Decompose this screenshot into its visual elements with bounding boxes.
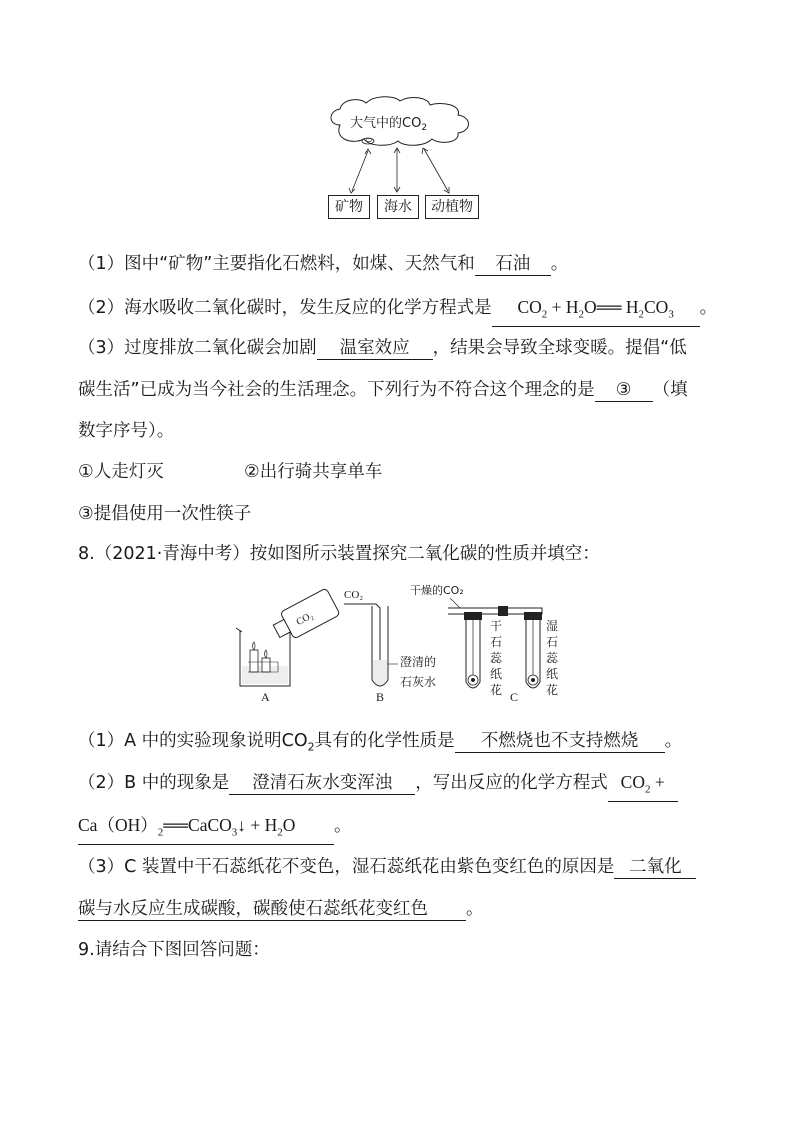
q7-p2-answer: $CO_2$ + $H_2O══$ $H_2CO_3$ [492, 296, 700, 327]
q7-p3-answer2: ③ [595, 379, 653, 402]
label-dry-co2: 干燥的CO₂ [410, 584, 464, 597]
q8-part3-line1: （3）C 装置中干石蕊纸花不变色，湿石蕊纸花由紫色变红色的原因是 二氧化 [78, 855, 696, 879]
limewater-label-2: 石灰水 [400, 675, 437, 689]
q8-p2-equation-part2: $Ca(OH)_2══CaCO_3↓ + H_2O$ [78, 814, 334, 845]
q7-p1-answer: 石油 [475, 253, 551, 276]
q7-p3-answer1: 温室效应 [317, 337, 433, 360]
wet-flower-3: 蕊 [546, 651, 559, 665]
q8-p2-answer: 澄清石灰水变浑浊 [229, 772, 415, 795]
label-a: A [261, 690, 270, 704]
bottle-co2-label: CO₂ [294, 610, 316, 629]
q7-part3-line3: 数字序号）。 [78, 421, 175, 441]
q7-part3-line1: （3）过度排放二氧化碳会加剧 温室效应 ，结果会导致全球变暖。提倡“低 [78, 338, 687, 358]
dry-flower-2: 石 [490, 635, 503, 649]
apparatus-a [236, 588, 340, 704]
q9-stem: 9.请结合下图回答问题： [78, 940, 270, 960]
q8-part1: （1）A 中的实验现象说明$CO_2$具有的化学性质是 不燃烧也不支持燃烧 。 [78, 731, 683, 754]
label-b: B [376, 690, 385, 704]
wet-flower-4: 纸 [546, 667, 559, 681]
q7-option1: ①人走灯灭 [78, 462, 164, 482]
q7-option3: ③提倡使用一次性筷子 [78, 504, 252, 524]
apparatus-b [344, 589, 436, 704]
wet-flower-1: 湿 [546, 619, 559, 633]
cloud-label: 大气中的$CO_2$ [350, 116, 428, 133]
dry-flower-3: 蕊 [490, 651, 503, 665]
box-mineral: 矿物 [328, 195, 370, 219]
dry-flower-1: 干 [490, 619, 503, 633]
q7-part1: （1）图中“矿物”主要指化石燃料，如煤、天然气和 石油 。 [78, 254, 569, 274]
q8-p3-answer-part1: 二氧化 [614, 856, 696, 879]
box-organisms: 动植物 [425, 195, 479, 219]
dry-flower-5: 花 [490, 683, 503, 697]
label-co2-b: CO₂ [344, 589, 364, 601]
wet-flower-2: 石 [546, 635, 559, 649]
q8-p3-answer-part2: 碳与水反应生成碳酸，碳酸使石蕊纸花变红色 [78, 898, 466, 921]
q7-part2: （2）海水吸收二氧化碳时，发生反应的化学方程式是 $CO_2$ + $H_2O══$ $H_2CO_3$ 。 [78, 296, 717, 327]
box-seawater: 海水 [377, 195, 419, 219]
q8-part3-line2: 碳与水反应生成碳酸，碳酸使石蕊纸花变红色 。 [78, 899, 484, 919]
q8-part2-line1: （2）B 中的现象是 澄清石灰水变浑浊 ，写出反应的化学方程式 $CO_2$ + [78, 771, 678, 802]
dry-flower-4: 纸 [490, 667, 503, 681]
limewater-label-1: 澄清的 [400, 655, 437, 669]
q8-p2-equation-part1: $CO_2$ + [608, 771, 678, 802]
wet-flower-5: 花 [546, 683, 559, 697]
q7-option2: ②出行骑共享单车 [244, 462, 383, 482]
q7-part3-line2: 碳生活”已成为当今社会的生活理念。下列行为不符合这个理念的是 ③ （填 [78, 380, 688, 400]
co2-experiment-figure [228, 578, 578, 708]
q8-stem: 8.（2021·青海中考）按如图所示装置探究二氧化碳的性质并填空： [78, 544, 600, 564]
q8-p1-answer: 不燃烧也不支持燃烧 [455, 730, 665, 753]
label-c: C [510, 690, 519, 704]
q8-part2-line2: $Ca(OH)_2══CaCO_3↓ + H_2O$ 。 [78, 814, 352, 845]
